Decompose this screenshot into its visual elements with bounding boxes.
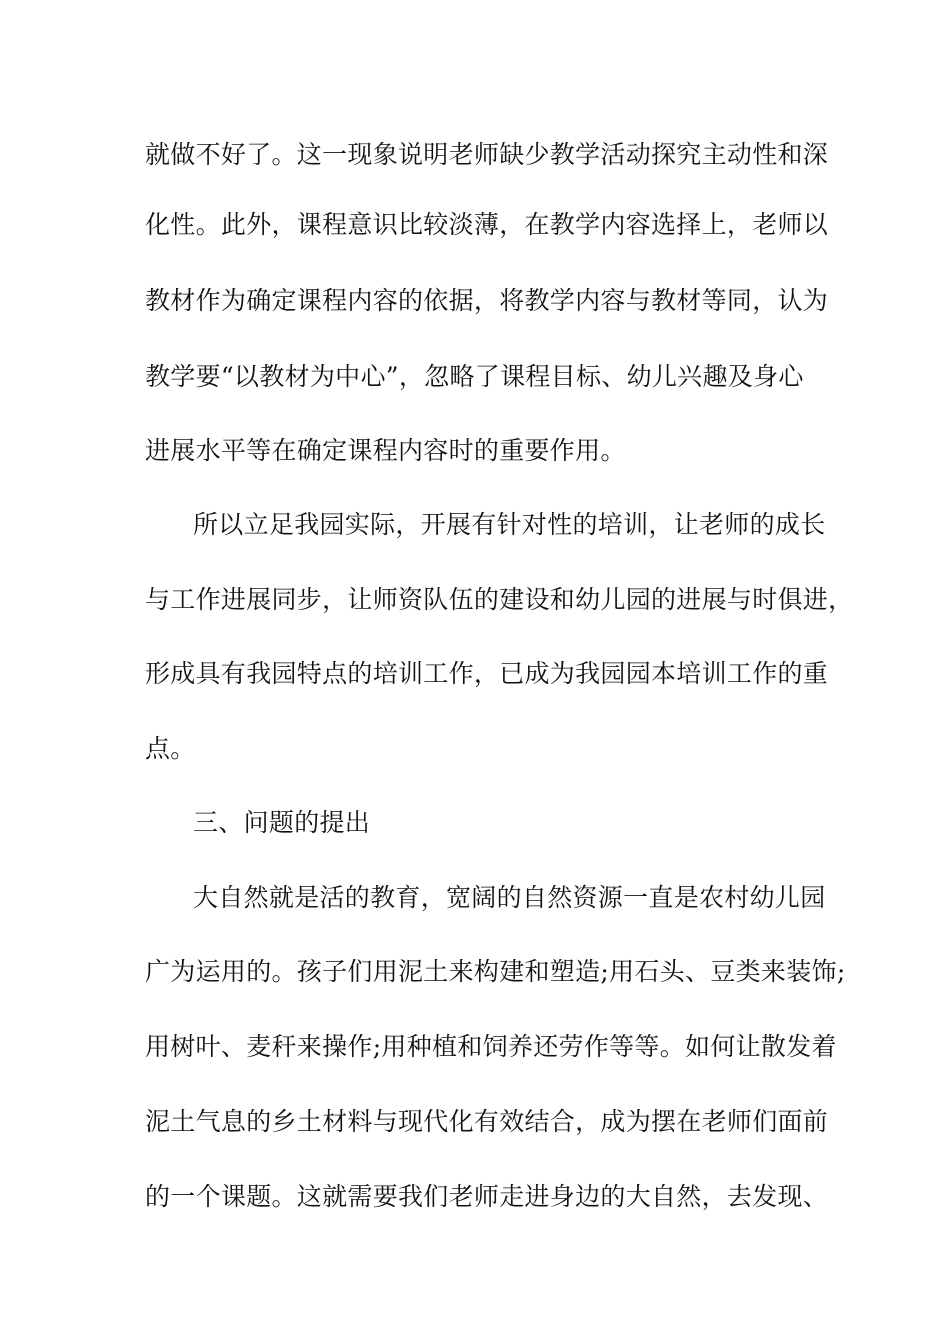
paragraph-line: 进展水平等在确定课程内容时的重要作用。 bbox=[145, 436, 626, 465]
paragraph-line: 广为运用的。孩子们用泥土来构建和塑造;用石头、豆类来装饰; bbox=[145, 957, 846, 986]
paragraph-line: 与工作进展同步，让师资队伍的建设和幼儿园的进展与时俱进， bbox=[145, 585, 854, 614]
paragraph-line: 大自然就是活的教育，宽阔的自然资源一直是农村幼儿园 bbox=[193, 883, 826, 912]
paragraph-line: 就做不好了。这一现象说明老师缺少教学活动探究主动性和深 bbox=[145, 140, 829, 169]
paragraph-line: 化性。此外，课程意识比较淡薄，在教学内容选择上，老师以 bbox=[145, 210, 829, 239]
section-heading: 三、问题的提出 bbox=[193, 808, 371, 837]
paragraph-line: 的一个课题。这就需要我们老师走进身边的大自然，去发现、 bbox=[145, 1182, 829, 1211]
paragraph-line: 点。 bbox=[145, 734, 196, 763]
paragraph-line: 所以立足我园实际，开展有针对性的培训，让老师的成长 bbox=[193, 510, 826, 539]
paragraph-line: 教学要“以教材为中心”，忽略了课程目标、幼儿兴趣及身心 bbox=[145, 362, 804, 391]
paragraph-line: 用树叶、麦秆来操作;用种植和饲养还劳作等等。如何让散发着 bbox=[145, 1032, 837, 1061]
paragraph-line: 教材作为确定课程内容的依据，将教学内容与教材等同，认为 bbox=[145, 286, 829, 315]
paragraph-line: 形成具有我园特点的培训工作，已成为我园园本培训工作的重 bbox=[145, 659, 829, 688]
paragraph-line: 泥土气息的乡土材料与现代化有效结合，成为摆在老师们面前 bbox=[145, 1107, 829, 1136]
